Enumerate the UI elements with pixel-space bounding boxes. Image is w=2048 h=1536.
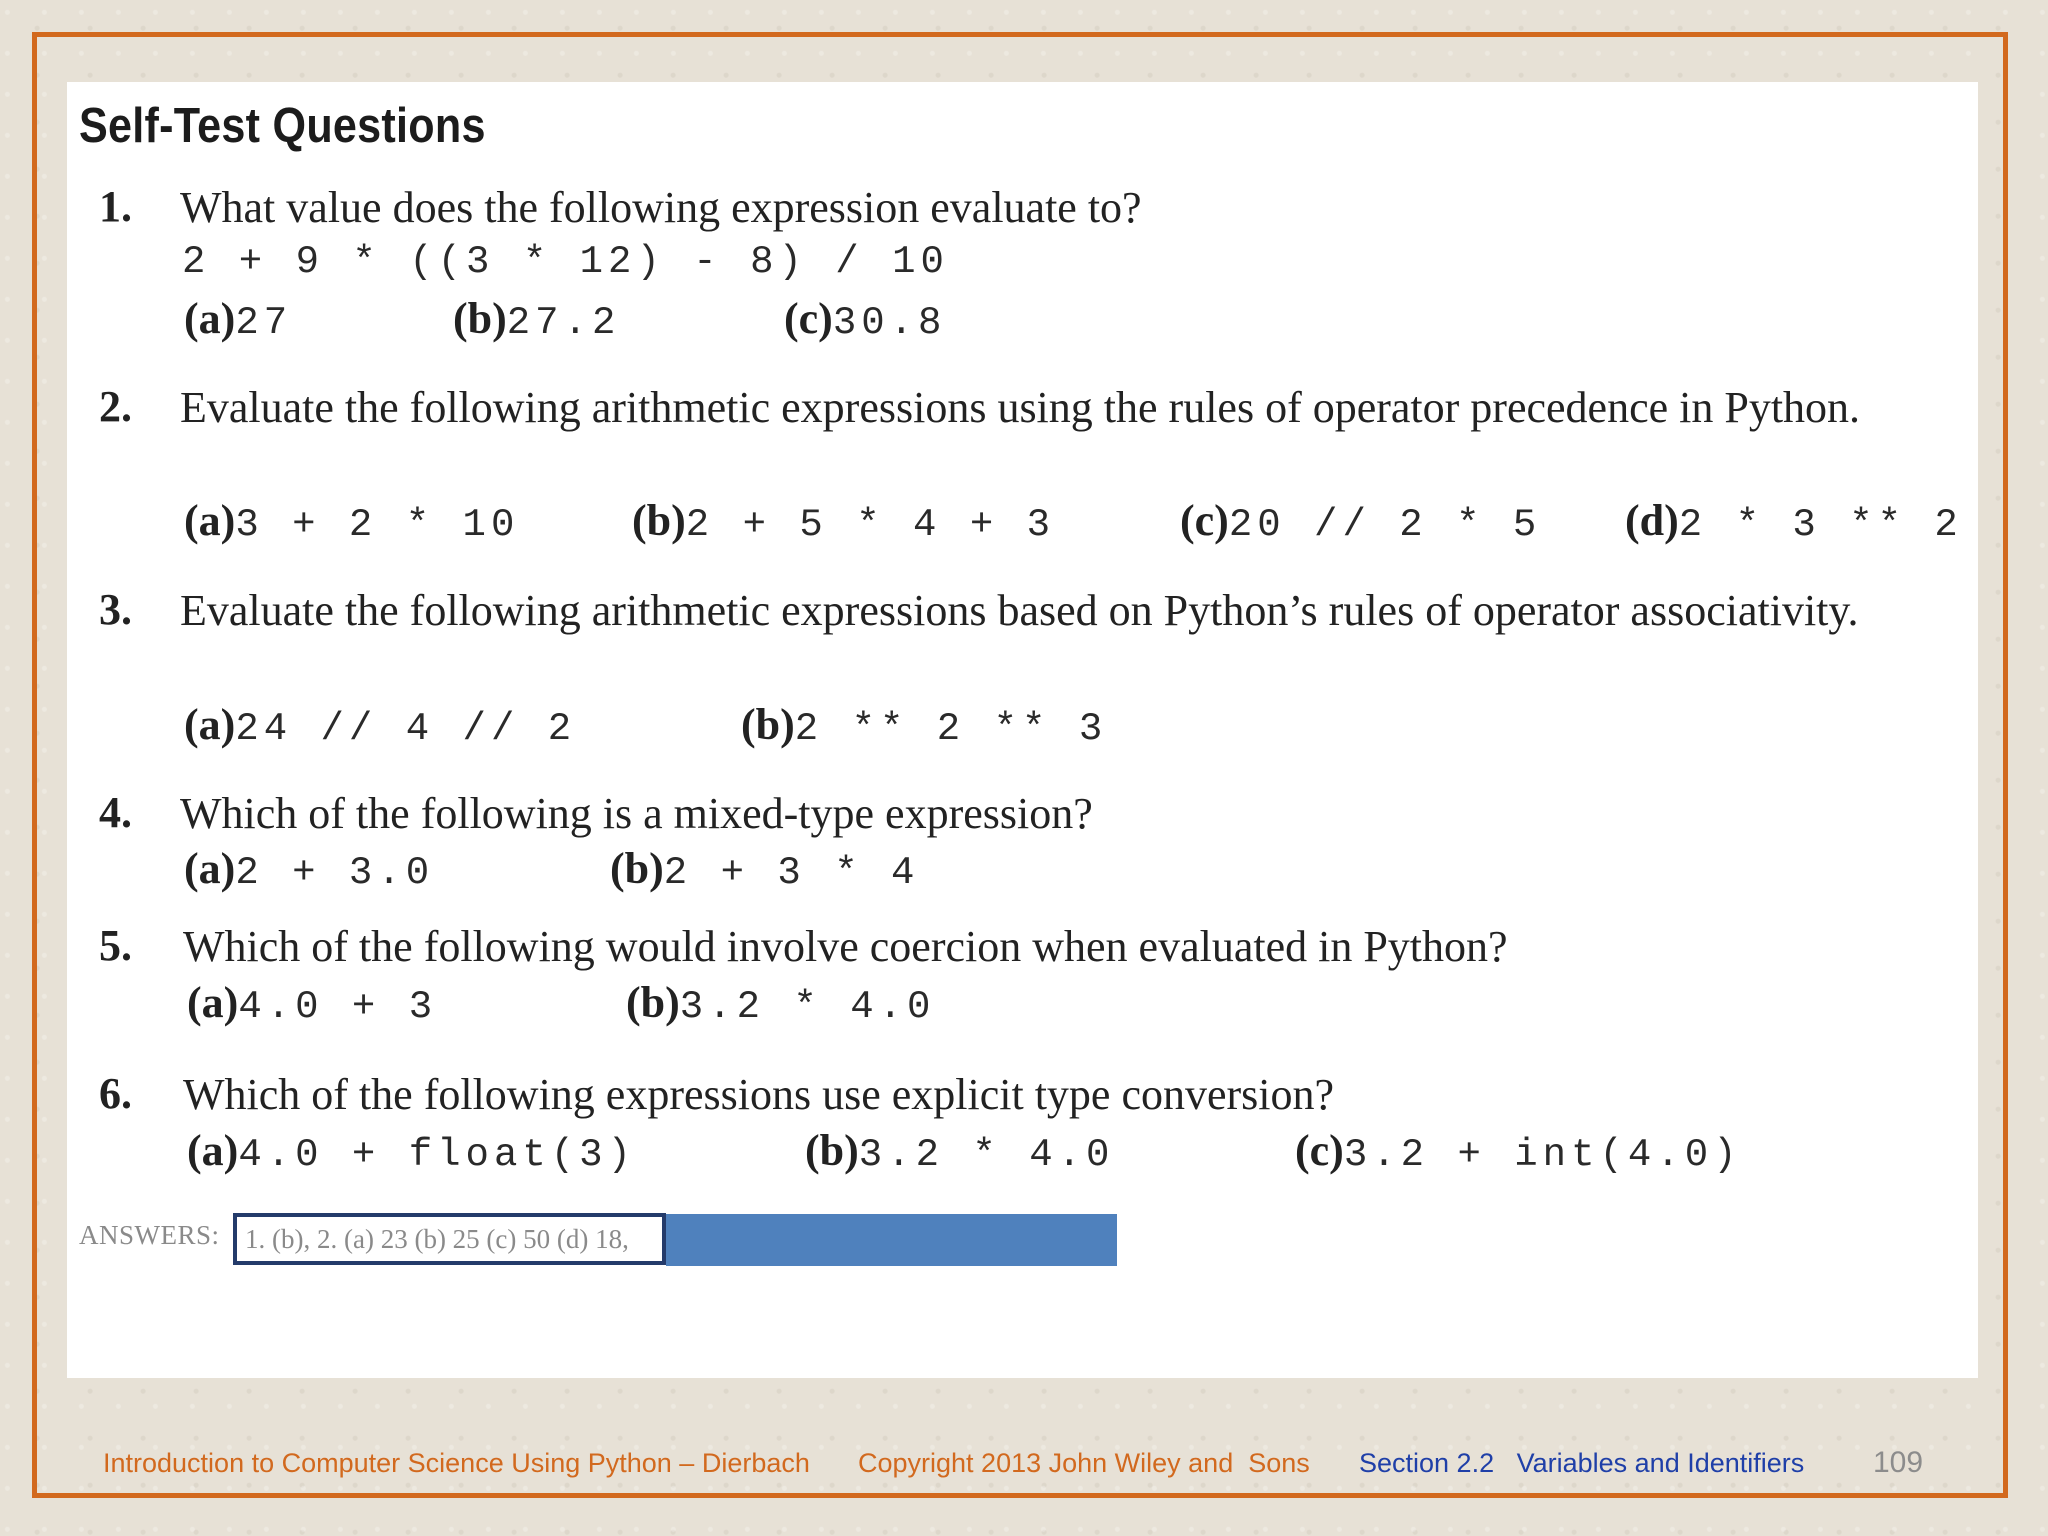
question-text: Which of the following expressions use explicit type conversion?: [183, 1070, 1335, 1119]
option-b: (b)3.2 * 4.0: [626, 978, 936, 1029]
option-a: (a)3 + 2 * 10: [184, 496, 520, 547]
footer-section: Section 2.2 Variables and Identifiers: [1359, 1448, 1805, 1478]
question-text: Evaluate the following arithmetic expressions based on Python’s rules of operator associativity.: [180, 586, 1859, 635]
option-c: (c)3.2 + int(4.0): [1295, 1126, 1742, 1177]
question-number: 4.: [99, 788, 132, 837]
page-title: Self-Test Questions: [79, 99, 486, 153]
answers-cover-shape: [666, 1214, 1117, 1266]
question-text: Which of the following is a mixed-type expression?: [180, 789, 1093, 838]
option-a: (a)4.0 + float(3): [187, 1126, 636, 1177]
option-b: (b)27.2: [453, 294, 621, 345]
question-code: 2 + 9 * ((3 * 12) - 8) / 10: [182, 240, 949, 284]
page-number: 109: [1873, 1446, 1924, 1479]
question-number: 2.: [99, 382, 132, 431]
answers-box: [233, 1213, 666, 1265]
question-number: 6.: [99, 1069, 132, 1118]
option-b: (b)2 + 5 * 4 + 3: [632, 496, 1056, 547]
textbook-page: [67, 82, 1978, 1378]
footer-copyright: Copyright 2013 John Wiley and Sons: [858, 1448, 1310, 1478]
option-b: (b)2 + 3 * 4: [610, 844, 920, 895]
option-b: (b)3.2 * 4.0: [805, 1126, 1115, 1177]
answers-text: 1. (b), 2. (a) 23 (b) 25 (c) 50 (d) 18,: [245, 1224, 629, 1254]
answers-label: ANSWERS:: [79, 1220, 220, 1250]
footer-book-title: Introduction to Computer Science Using Python – Dierbach: [103, 1448, 810, 1478]
option-a: (a)4.0 + 3: [187, 978, 438, 1029]
question-number-highlighted: 3.: [99, 581, 132, 639]
question-text: What value does the following expression evaluate to?: [180, 183, 1142, 232]
option-a: (a)27: [184, 294, 293, 345]
question-text: Which of the following would involve coercion when evaluated in Python?: [183, 922, 1508, 971]
option-c: (c)30.8: [784, 294, 947, 345]
option-b: (b)2 ** 2 ** 3: [741, 700, 1108, 751]
question-number: 1.: [99, 182, 132, 231]
option-c: (c)20 // 2 * 5: [1180, 496, 1542, 547]
option-d: (d)2 * 3 ** 2: [1625, 496, 1963, 547]
question-number: 5.: [99, 921, 132, 970]
option-a: (a)24 // 4 // 2: [184, 700, 577, 751]
question-text: Evaluate the following arithmetic expressions using the rules of operator precedence in Python.: [180, 383, 1861, 432]
option-a: (a)2 + 3.0: [184, 844, 435, 895]
